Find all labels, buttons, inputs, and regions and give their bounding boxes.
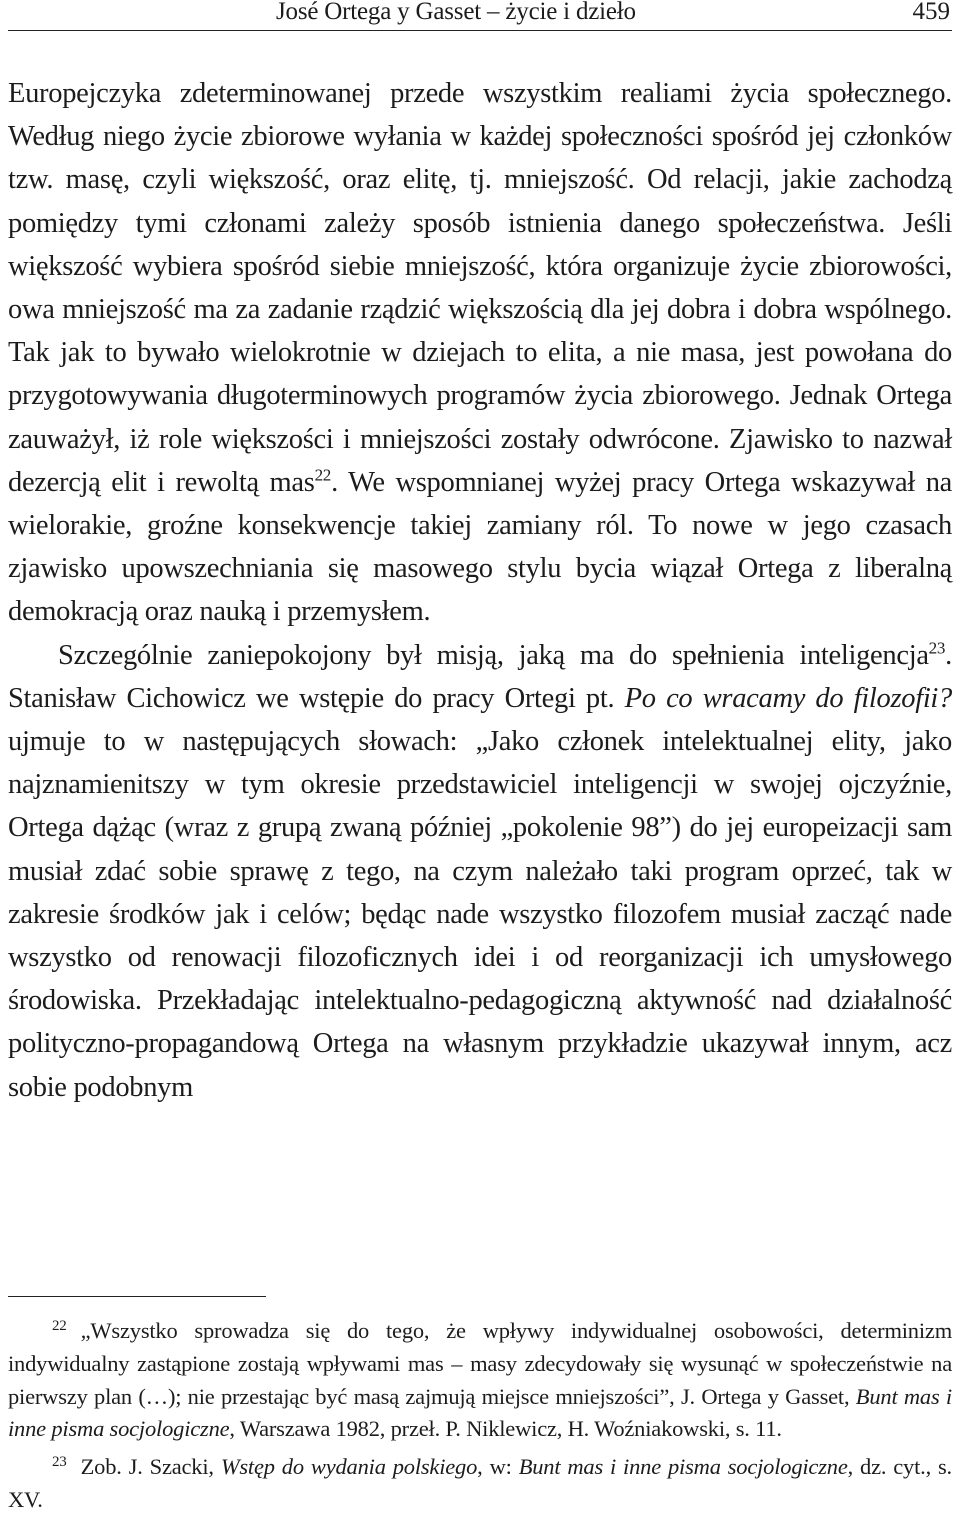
footnote-number-22: 22 <box>52 1318 67 1334</box>
running-head-title: José Ortega y Gasset – życie i dzieło <box>276 0 636 25</box>
paragraph-2-text-b: . Stanisław Cichowicz we wstępie do pracy Ortegi pt. <box>8 639 952 714</box>
footnote-23-text-c: , dz. cyt., s. XV. <box>8 1454 952 1512</box>
footnote-ref-23[interactable]: 23 <box>928 638 946 658</box>
paragraph-1-text: Europejczyka zdeterminowanej przede wszystkim realiami życia społecznego. Według niego życie zbiorowe wyłania w każdej społeczności spośród jej członków tzw. masę, czyli większość, oraz elitę, tj. mniejszość. Od relacji, jakie zachodzą pomiędzy tymi członami zależy sposób istnienia danego społeczeństwa. Jeśli większość wybiera spośród siebie mniejszość, która organizuje życie zbiorowości, owa mniejszość ma za zadanie rządzić większością dla jej dobra i dobra wspólnego. Tak jak to bywało wielokrotnie w dziejach to elita, a nie masa, jest powołana do przygotowywania długoterminowych programów życia zbiorowego. Jednak Ortega zauważył, iż role większości i mniejszości zostały odwrócone. Zjawisko to nazwał dezercją elit i rewoltą mas <box>8 78 952 498</box>
footnote-separator <box>8 1296 266 1297</box>
footnote-ref-22[interactable]: 22 <box>314 465 332 485</box>
footnote-22-text-a: „Wszystko sprowadza się do tego, że wpływy indywidualnej osobowości, determinizm indywidualny zastąpione zostają wpływami mas – masy zdecydowały się wysunąć w społeczeństwie na pierwszy plan (…); nie przestając być masą zajmują miejsce mniejszości”, J. Ortega y Gasset, <box>8 1318 952 1409</box>
footnote-22-text-b: , Warszawa 1982, przeł. P. Niklewicz, H. Woźniakowski, s. 11. <box>229 1416 782 1442</box>
footnotes <box>8 1310 952 1517</box>
book-title-italic: Po co wracamy do filozofii? <box>624 682 952 714</box>
paragraph-2-text-a: Szczególnie zaniepokojony był misją, jaką ma do spełnienia inteligencja <box>58 639 929 671</box>
footnote-23-text-b: , w: <box>477 1454 519 1480</box>
paragraph-1 <box>8 72 952 634</box>
main-text <box>8 72 952 1109</box>
paragraph-2 <box>8 634 952 1109</box>
footnote-23 <box>8 1446 952 1517</box>
footnote-22-italic: Bunt mas i inne pisma socjologiczne <box>8 1383 952 1442</box>
running-head <box>8 0 952 31</box>
paragraph-2-text-c: ujmuje to w następujących słowach: „Jako członek intelektualnej elity, jako najznamienitszy w tym okresie przedstawiciel inteligencji w swojej ojczyźnie, Ortega dążąc (wraz z grupą zwaną później „pokolenie 98”) do jej europeizacji sam musiał zdać sobie sprawę z tego, na czym należało taki program oprzeć, tak w zakresie środków jak i celów; będąc nade wszystko filozofem musiał zacząć nade wszystko od renowacji filozoficznych idei i od reorganizacji ich umysłowego środowiska. Przekładając intelektualno-pedagogiczną aktywność nad działalność polityczno-propagandową Ortega na własnym przykładzie ukazywał innym, acz sobie podobnym <box>8 726 952 1103</box>
footnote-23-italic-b: Bunt mas i inne pisma socjologiczne <box>518 1454 848 1480</box>
page-number: 459 <box>912 0 950 25</box>
footnote-23-italic-a: Wstęp do wydania polskiego <box>220 1454 478 1480</box>
footnote-number-23: 23 <box>52 1454 67 1471</box>
footnote-22 <box>8 1310 952 1446</box>
paragraph-1-continuation: . We wspomnianej wyżej pracy Ortega wskazywał na wielorakie, groźne konsekwencje takiej zamiany ról. To nowe w jego czasach zjawisko upowszechniania się masowego stylu bycia wiązał Ortega z liberalną demokracją oraz nauką i przemysłem. <box>8 466 953 628</box>
footnote-23-text-a: Zob. J. Szacki, <box>80 1454 221 1480</box>
